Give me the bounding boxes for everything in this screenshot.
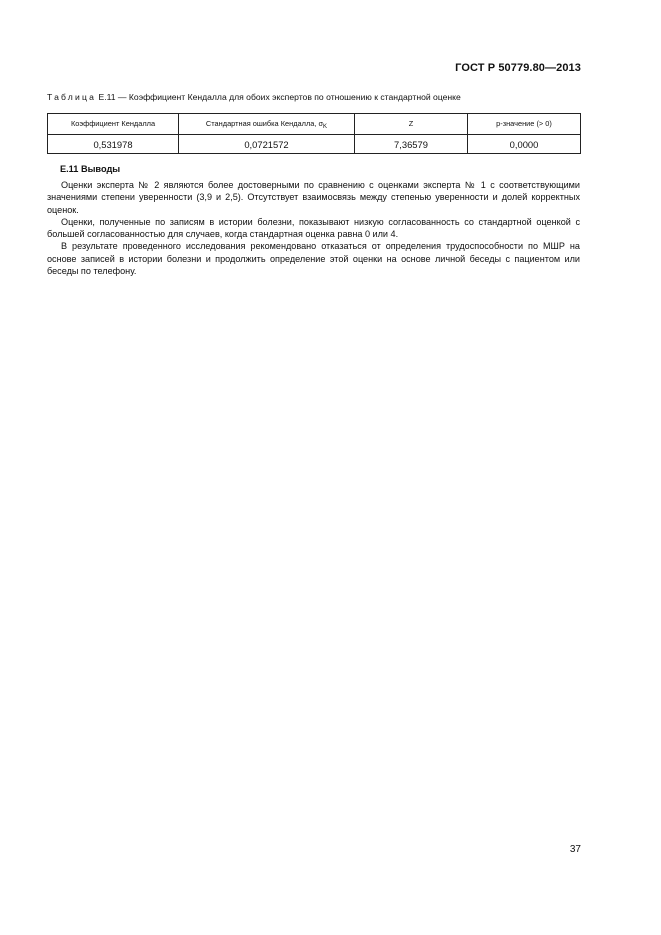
table-cell: 7,36579 [355,135,468,154]
section-body [47,179,580,277]
paragraph: В результате проведенного исследования рекомендовано отказаться от определения трудоспособности по МШР на основе записей в истории болезни и продолжить определение этой оценки на основе личной беседы с пациентом или беседы по телефону. [47,241,580,277]
table-row [48,135,581,154]
column-header-z: Z [355,114,468,135]
table-caption-label: Таблица [47,92,97,102]
document-code: ГОСТ Р 50779.80—2013 [455,62,581,74]
column-header-kendall-coefficient: Коэффициент Кендалла [48,114,179,135]
section-heading: Е.11 Выводы [60,164,121,174]
table-cell: 0,0721572 [179,135,355,154]
table-cell: 0,531978 [48,135,179,154]
table-header-row [48,114,581,135]
column-header-p-value: p-значение (> 0) [468,114,581,135]
table-caption-text: Е.11 — Коэффициент Кендалла для обоих экспертов по отношению к стандартной оценке [96,92,461,102]
table-caption [47,92,587,102]
column-header-standard-error: Стандартная ошибка Кендалла, $\sigma_K$ [179,114,355,135]
kendall-table [47,113,581,154]
page-number: 37 [569,844,581,855]
paragraph: Оценки эксперта № 2 являются более достоверными по сравнению с оценками эксперта № 1 с соответствующими значениями степени уверенности (3,9 и 2,5). Отсутствует взаимосвязь между степенью уверенности и долей корректных оценок. [47,180,580,215]
paragraph: Оценки, полученные по записям в истории болезни, показывают низкую согласованность со стандартной оценкой с большей согласованностью для случаев, когда стандартная оценка равна 0 или 4. [47,216,580,240]
table-cell: 0,0000 [468,135,581,154]
